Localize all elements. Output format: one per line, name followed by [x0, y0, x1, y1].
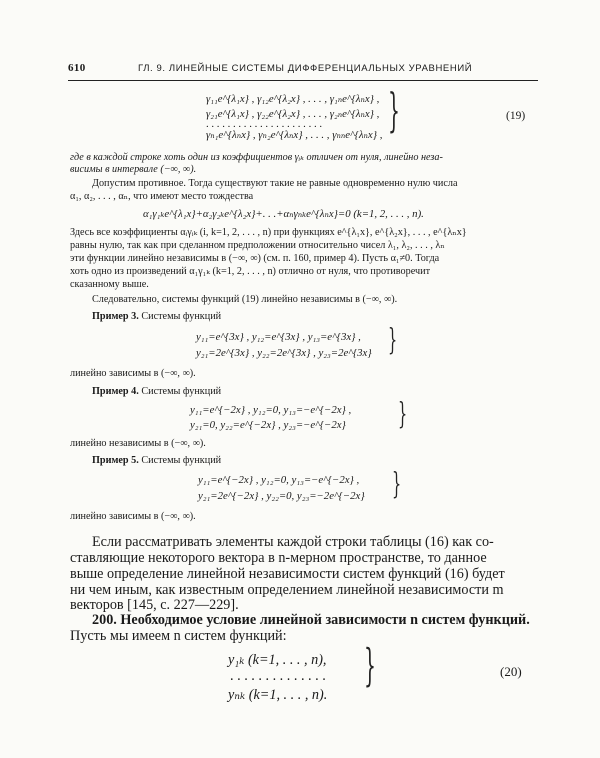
text-line: линейно независимы в (−∞, ∞). — [70, 438, 206, 449]
text-line: векторов [145, с. 227—229]. — [70, 597, 239, 613]
example-5-row: y₂₁=2e^{−2x} , y₂₂=0, y₂₃=−2e^{−2x} — [198, 490, 365, 502]
system-19-row: γ₂₁e^{λ₁x} , γ₂₂e^{λ₂x} , . . . , γ₂ₙe^{λₙx} , — [206, 108, 380, 120]
section-number: 200. — [92, 612, 117, 628]
text-line: эти функции линейно независимы в (−∞, ∞) (см. п. 160, пример 4). Пусть α₁≠0. Тогда — [70, 253, 440, 264]
right-brace: } — [388, 84, 400, 138]
text-line: Допустим противное. Тогда существуют такие не равные одновременно нулю числа — [92, 178, 458, 189]
text-line: линейно зависимы в (−∞, ∞). — [70, 511, 196, 522]
example-label-rest: Системы функций — [141, 386, 222, 397]
system-19-row: γₙ₁e^{λₙx} , γₙ₂e^{λₙx} , . . . , γₙₙe^{λₙx} , — [206, 129, 383, 141]
example-label: Пример 5. — [92, 455, 139, 466]
example-label-rest: Системы функций — [141, 455, 222, 466]
example-5-heading — [92, 455, 221, 466]
system-19-dots: . . . . . . . . . . . . . . . . . . . . . . — [206, 118, 323, 130]
running-header — [68, 58, 538, 81]
example-4-row: y₂₁=0, y₂₂=e^{−2x} , y₂₃=−e^{−2x} — [190, 419, 346, 431]
text-line: ставляющие некоторого вектора в n-мерном пространстве, то данное — [70, 550, 487, 566]
text-line: равны нулю, так как при сделанном предположении относительно чисел λ₁, λ₂, . . . , λₙ — [70, 240, 445, 251]
text-line: Пусть мы имеем n систем функций: — [70, 628, 287, 644]
example-3-row: y₂₁=2e^{3x} , y₂₂=2e^{3x} , y₂₃=2e^{3x} — [196, 347, 372, 359]
example-4-row: y₁₁=e^{−2x} , y₁₂=0, y₁₃=−e^{−2x} , — [190, 404, 352, 416]
system-19-row: γ₁₁e^{λ₁x} , γ₁₂e^{λ₂x} , . . . , γ₁ₙe^{λₙx} , — [206, 93, 380, 105]
equation-number: (20) — [500, 664, 522, 679]
text-line: линейно зависимы в (−∞, ∞). — [70, 368, 196, 379]
example-3-row: y₁₁=e^{3x} , y₁₂=e^{3x} , y₁₃=e^{3x} , — [196, 331, 361, 343]
equation-number: (19) — [506, 110, 526, 122]
right-brace: } — [392, 466, 402, 501]
text-line: выше определение линейной независимости систем функций (16) будет — [70, 566, 505, 582]
text-line: висимы в интервале (−∞, ∞). — [70, 164, 197, 175]
section-200-heading — [92, 612, 530, 629]
right-brace: } — [364, 640, 376, 692]
text-line: Следовательно, системы функций (19) линейно независимы в (−∞, ∞). — [92, 294, 398, 305]
system-20-row: y₁ₖ (k=1, . . . , n), — [228, 652, 327, 668]
system-20-dots: . . . . . . . . . . . . . . — [230, 668, 326, 684]
chapter-title: ГЛ. 9. ЛИНЕЙНЫЕ СИСТЕМЫ ДИФФЕРЕНЦИАЛЬНЫХ УРАВНЕНИЙ — [138, 63, 473, 74]
identity-formula: α₁γ₁ₖe^{λ₁x}+α₂γ₂ₖe^{λ₂x}+. . .+αₙγₙₖe^{λₙx}=0 (k=1, 2, . . . , n). — [143, 208, 424, 220]
text-line: где в каждой строке хоть один из коэффициентов γᵢₖ отличен от нуля, линейно неза- — [70, 152, 443, 163]
text-line: α₁, α₂, . . . , αₙ, что имеют место тождества — [70, 191, 254, 202]
example-4-heading — [92, 386, 221, 397]
text-line: Если рассматривать элементы каждой строки таблицы (16) как со- — [92, 534, 494, 550]
example-label: Пример 4. — [92, 386, 139, 397]
example-label-rest: Системы функций — [141, 311, 222, 322]
text-line: сказанному выше. — [70, 279, 149, 290]
text-line: ни чем иным, как известным определением линейной независимости m — [70, 582, 504, 598]
text-line: Здесь все коэффициенты αᵢγᵢₖ (i, k=1, 2, . . . , n) при функциях e^{λ₁x}, e^{λ₂x}, . . . , e^{λₙx} — [70, 227, 467, 238]
example-label: Пример 3. — [92, 311, 139, 322]
text-line: хоть одно из произведений α₁γ₁ₖ (k=1, 2, . . . , n) отлично от нуля, что противоречит — [70, 266, 431, 277]
example-5-row: y₁₁=e^{−2x} , y₁₂=0, y₁₃=−e^{−2x} , — [198, 474, 360, 486]
right-brace: } — [398, 396, 408, 431]
page-number: 610 — [68, 62, 86, 74]
right-brace: } — [388, 322, 398, 357]
section-title: Необходимое условие линейной зависимости n систем функций. — [120, 612, 530, 628]
example-3-heading — [92, 311, 221, 322]
system-20-row: yₙₖ (k=1, . . . , n). — [228, 687, 328, 703]
